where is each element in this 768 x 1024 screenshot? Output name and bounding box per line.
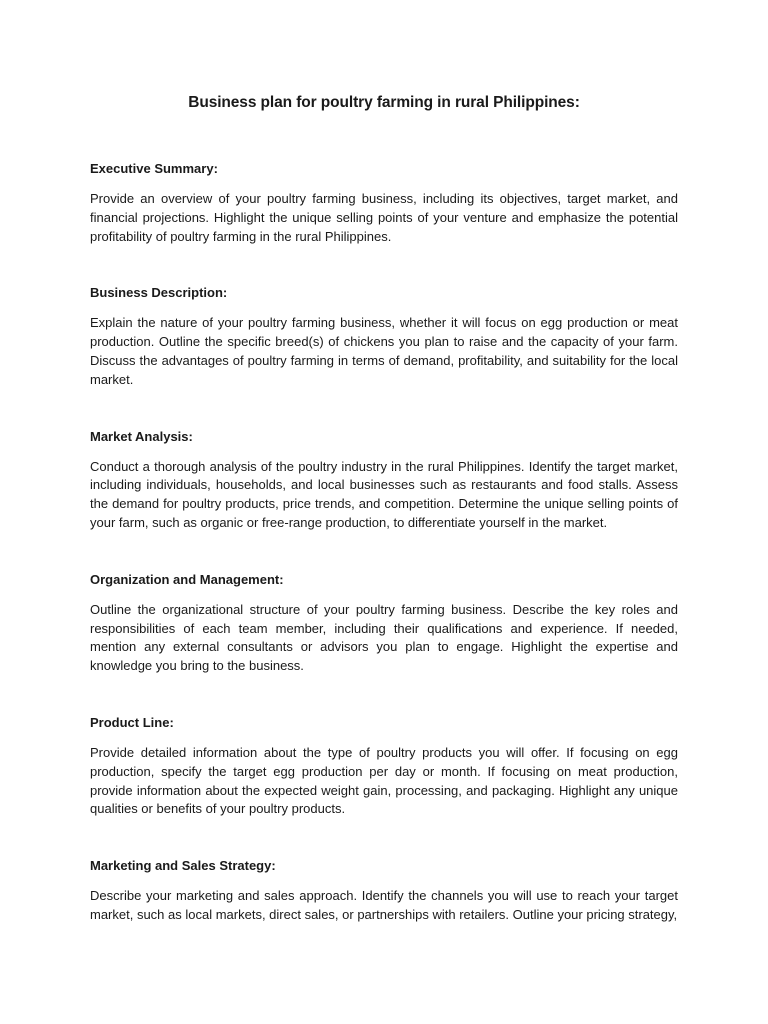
document-title: Business plan for poultry farming in rural Philippines: — [188, 94, 580, 111]
section-body: Explain the nature of your poultry farming business, whether it will focus on egg production or meat production. Outline the specific breed(s) of chickens you plan to raise and the capacity of your farm. Discuss the advantages of poultry farming in terms of demand, profitability, and suitability for the local market. — [90, 315, 678, 387]
section-heading: Market Analysis: — [90, 428, 193, 444]
section-body: Describe your marketing and sales approach. Identify the channels you will use to reach your target market, such as local markets, direct sales, or partnerships with retailers. Outline your pricing strategy, — [90, 888, 678, 922]
section-organization-management — [90, 571, 678, 676]
section-body: Conduct a thorough analysis of the poultry industry in the rural Philippines. Identify the target market, including individuals, households, and local businesses such as restaurants and food stalls. Assess the demand for poultry products, price trends, and competition. Determine the unique selling points of your farm, such as organic or free-range production, to differentiate yourself in the market. — [90, 458, 678, 530]
section-heading: Business Description: — [90, 285, 228, 301]
section-product-line — [90, 714, 678, 819]
section-body: Provide an overview of your poultry farming business, including its objectives, target market, and financial projections. Highlight the unique selling points of your venture and emphasize the potential profitability of poultry farming in the rural Philippines. — [90, 191, 678, 244]
section-market-analysis — [90, 428, 678, 533]
section-heading: Product Line: — [90, 714, 174, 730]
section-marketing-sales — [90, 857, 678, 925]
section-heading: Executive Summary: — [90, 161, 218, 176]
section-heading: Marketing and Sales Strategy: — [90, 858, 276, 874]
section-body: Provide detailed information about the type of poultry products you will offer. If focusing on egg production, specify the target egg production per day or month. If focusing on meat production, provide information about the expected weight gain, processing, and packaging. Highlight any unique qualities or benefits of your poultry products. — [90, 744, 678, 817]
section-body: Outline the organizational structure of your poultry farming business. Describe the key roles and responsibilities of each team member, including their qualifications and experience. If needed, mention any external consultants or advisors you plan to engage. Highlight the expertise and knowledge you bring to the business. — [90, 601, 678, 674]
section-heading: Organization and Management: — [90, 571, 284, 587]
section-business-description — [90, 284, 678, 389]
section-executive-summary — [90, 160, 678, 246]
